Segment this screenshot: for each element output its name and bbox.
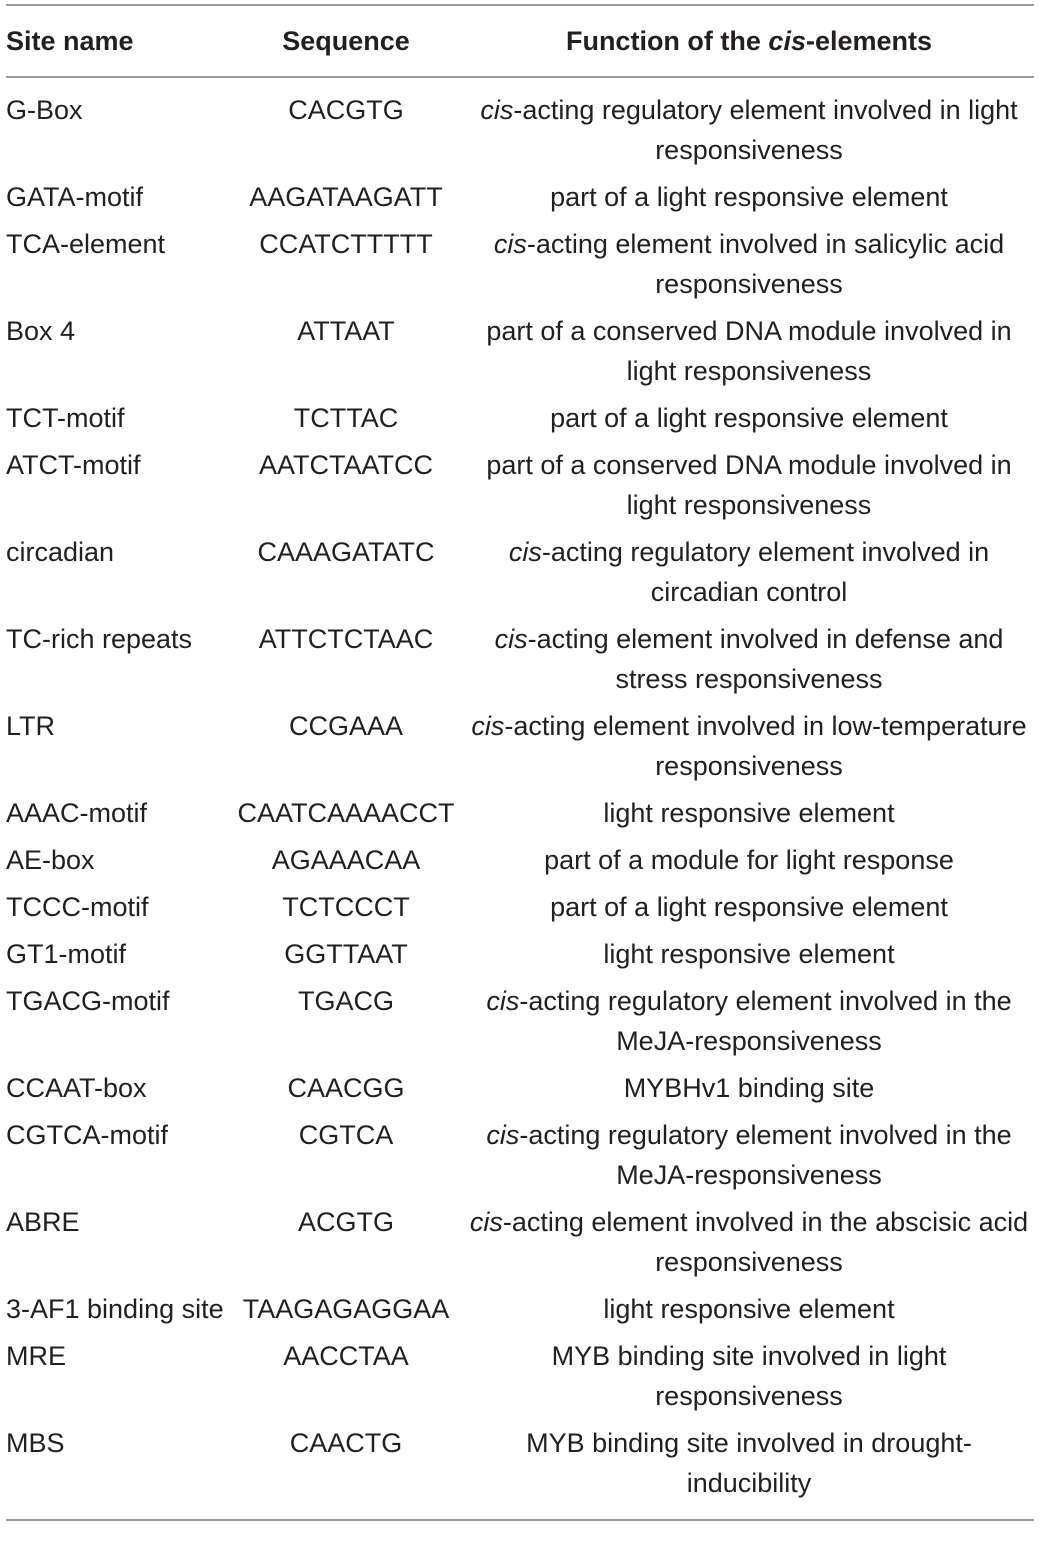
function-cell: [464, 884, 1034, 931]
table-row: [6, 77, 1034, 174]
function-italic-prefix: cis: [480, 95, 514, 125]
function-italic-prefix: cis: [486, 986, 520, 1016]
sequence-cell: AATCTAATCC: [259, 450, 433, 480]
cis-elements-table-container: [6, 4, 1034, 1521]
table-row: [6, 1065, 1034, 1112]
site-name-cell: TCA-element: [6, 229, 166, 259]
function-text: MYB binding site involved in light responsiveness: [551, 1341, 947, 1411]
function-text: light responsive element: [603, 1294, 895, 1324]
function-cell: [464, 77, 1034, 174]
sequence-cell: TGACG: [297, 986, 394, 1016]
function-cell: [464, 529, 1034, 616]
function-cell: [464, 978, 1034, 1065]
function-cell: [464, 1420, 1034, 1520]
function-cell: [464, 308, 1034, 395]
function-text: light responsive element: [603, 939, 895, 969]
site-name-cell: MBS: [6, 1428, 65, 1458]
sequence-cell: TAAGAGAGGAA: [242, 1294, 450, 1324]
sequence-cell: CACGTG: [288, 95, 404, 125]
sequence-cell: CGTCA: [298, 1120, 394, 1150]
function-italic-prefix: cis: [469, 1207, 503, 1237]
function-cell: [464, 837, 1034, 884]
function-cell: [464, 174, 1034, 221]
table-body: [6, 77, 1034, 1520]
site-name-cell: ABRE: [6, 1207, 80, 1237]
function-italic-prefix: cis: [494, 624, 528, 654]
function-cell: [464, 1286, 1034, 1333]
site-name-cell: GT1-motif: [6, 939, 127, 969]
sequence-cell: AACCTAA: [283, 1341, 409, 1371]
site-name-cell: 3-AF1 binding site: [6, 1294, 224, 1324]
function-cell: [464, 1199, 1034, 1286]
function-cell: [464, 616, 1034, 703]
sequence-cell: CAACTG: [289, 1428, 403, 1458]
sequence-cell: TCTCCCT: [282, 892, 410, 922]
function-text: -acting element involved in salicylic acid responsiveness: [526, 229, 1005, 299]
function-cell: [464, 1333, 1034, 1420]
function-italic-prefix: cis: [471, 711, 505, 741]
function-italic-prefix: cis: [493, 229, 527, 259]
sequence-cell: CCGAAA: [288, 711, 404, 741]
sequence-cell: CCATCTTTTT: [259, 229, 433, 259]
site-name-cell: LTR: [6, 711, 56, 741]
sequence-cell: AGAAACAA: [271, 845, 421, 875]
site-name-cell: circadian: [6, 537, 115, 567]
sequence-cell: CAACGG: [287, 1073, 405, 1103]
site-name-cell: CCAAT-box: [6, 1073, 147, 1103]
table-row: [6, 790, 1034, 837]
site-name-cell: G-Box: [6, 95, 83, 125]
table-row: [6, 931, 1034, 978]
table-row: [6, 529, 1034, 616]
table-row: [6, 308, 1034, 395]
function-text: -acting regulatory element involved in circadian control: [541, 537, 990, 607]
table-row: [6, 174, 1034, 221]
header-sequence: Sequence: [282, 26, 410, 56]
function-text: part of a light responsive element: [550, 892, 948, 922]
site-name-cell: TGACG-motif: [6, 986, 170, 1016]
function-cell: [464, 1112, 1034, 1199]
function-cell: [464, 442, 1034, 529]
table-row: [6, 1199, 1034, 1286]
function-cell: [464, 703, 1034, 790]
sequence-cell: CAAAGATATC: [257, 537, 435, 567]
function-text: -acting regulatory element involved in the MeJA-responsiveness: [519, 986, 1012, 1056]
function-text: -acting regulatory element involved in the MeJA-responsiveness: [519, 1120, 1012, 1190]
function-text: MYB binding site involved in drought-inducibility: [526, 1428, 972, 1498]
function-text: part of a module for light response: [544, 845, 954, 875]
function-text: part of a conserved DNA module involved in light responsiveness: [486, 316, 1012, 386]
function-text: light responsive element: [603, 798, 895, 828]
function-text: part of a light responsive element: [550, 403, 948, 433]
header-function-italic: cis: [768, 26, 806, 56]
site-name-cell: AAAC-motif: [6, 798, 148, 828]
header-function: [464, 5, 1034, 77]
sequence-cell: TCTTAC: [293, 403, 399, 433]
function-cell: [464, 395, 1034, 442]
table-row: [6, 395, 1034, 442]
table-row: [6, 1333, 1034, 1420]
function-text: -acting element involved in low-temperature responsiveness: [504, 711, 1027, 781]
table-row: [6, 221, 1034, 308]
function-cell: [464, 221, 1034, 308]
table-row: [6, 884, 1034, 931]
header-function-prefix: Function of the: [565, 26, 769, 56]
function-italic-prefix: cis: [486, 1120, 520, 1150]
function-text: -acting element involved in the abscisic acid responsiveness: [502, 1207, 1029, 1277]
table-row: [6, 1112, 1034, 1199]
function-text: part of a light responsive element: [550, 182, 948, 212]
table-header: [6, 5, 1034, 77]
site-name-cell: ATCT-motif: [6, 450, 141, 480]
function-cell: [464, 931, 1034, 978]
table-row: [6, 1420, 1034, 1520]
header-site-name: Site name: [6, 26, 134, 56]
function-cell: [464, 790, 1034, 837]
function-text: -acting regulatory element involved in light responsiveness: [513, 95, 1018, 165]
function-italic-prefix: cis: [508, 537, 542, 567]
site-name-cell: TC-rich repeats: [6, 624, 193, 654]
site-name-cell: GATA-motif: [6, 182, 144, 212]
site-name-cell: TCCC-motif: [6, 892, 149, 922]
sequence-cell: AAGATAAGATT: [249, 182, 443, 212]
function-text: part of a conserved DNA module involved in light responsiveness: [486, 450, 1012, 520]
site-name-cell: MRE: [6, 1341, 66, 1371]
function-text: MYBHv1 binding site: [623, 1073, 875, 1103]
header-row: [6, 5, 1034, 77]
site-name-cell: CGTCA-motif: [6, 1120, 168, 1150]
table-row: [6, 978, 1034, 1065]
header-function-suffix: -elements: [805, 26, 933, 56]
cis-elements-table: [6, 4, 1034, 1521]
sequence-cell: GGTTAAT: [284, 939, 408, 969]
function-text: -acting element involved in defense and stress responsiveness: [527, 624, 1004, 694]
site-name-cell: TCT-motif: [6, 403, 125, 433]
sequence-cell: CAATCAAAACCT: [237, 798, 455, 828]
function-cell: [464, 1065, 1034, 1112]
sequence-cell: ATTAAT: [297, 316, 395, 346]
sequence-cell: ACGTG: [297, 1207, 394, 1237]
table-row: [6, 837, 1034, 884]
table-row: [6, 703, 1034, 790]
sequence-cell: ATTCTCTAAC: [258, 624, 434, 654]
table-row: [6, 616, 1034, 703]
table-row: [6, 1286, 1034, 1333]
site-name-cell: AE-box: [6, 845, 95, 875]
site-name-cell: Box 4: [6, 316, 76, 346]
table-row: [6, 442, 1034, 529]
